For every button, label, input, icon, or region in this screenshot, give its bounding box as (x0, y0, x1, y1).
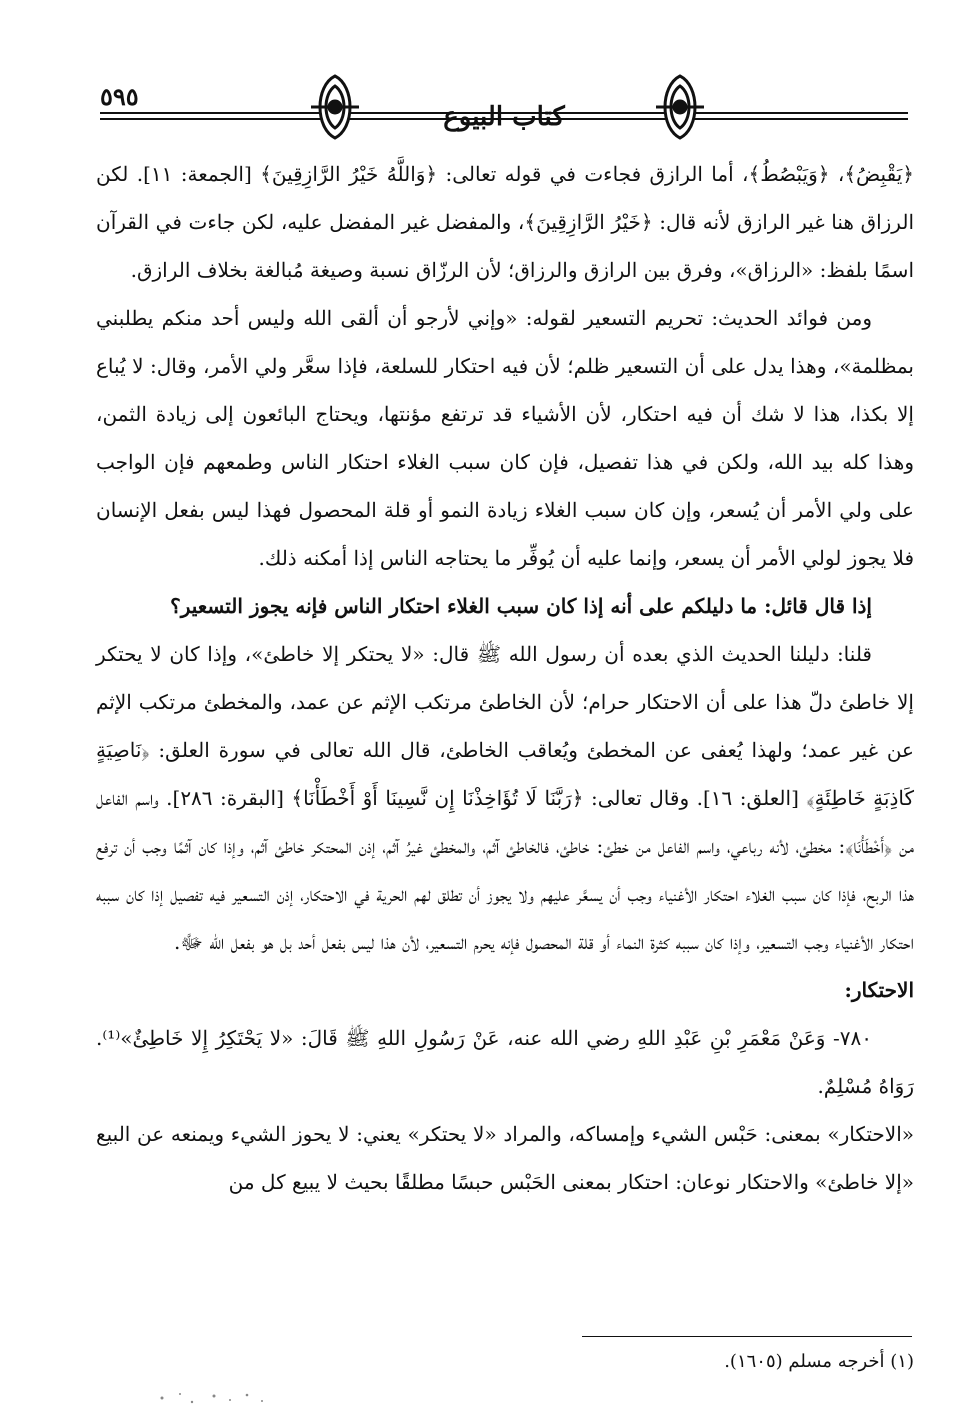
footnote: (١) أخرجه مسلم (١٦٠٥). (724, 1351, 914, 1372)
paragraph-definition: «الاحتكار» بمعنى: حَبْس الشيء وإمساكه، والمراد «لا يحتكر» يعني: لا يحوز الشيء ويمنعه عن البيع «إلا خاطئ» والاحتكار نوعان: احتكار بمعنى الحَبْس حبسًا مطلقًا بحيث لا يبيع كل من (96, 1122, 914, 1194)
footnote-divider (582, 1336, 912, 1337)
paragraph-answer: قلنا: دليلنا الحديث الذي بعده أن رسول الله ﷺ قال: «لا يحتكر إلا خاطئ»، وإذا كان لا يحتكر إلا خاطئ دلّ هذا على أن الاحتكار حرام؛ لأن الخاطئ مرتكب الإثم عن عمد، والمخطئ مرتكب الإثم عن غير عمد؛ ولهذا يُعفى عن المخطئ ويُعاقب الخاطئ، قال الله تعالى في سورة العلق: ﴿نَاصِيَةٍ كَاذِبَةٍ خَاطِئَةٍ﴾ [العلق: ١٦]. وقال تعالى: ﴿رَبَّنَا لَا تُؤَاخِذْنَا إِن نَّسِينَا أَوْ أَخْطَأْنَا﴾ [البقرة: ٢٨٦]. واسم الفاعل من ﴿أَخْطَأْنَا﴾: مخطئ، لأنه رباعي، واسم الفاعل من خطئ: خاطئ، فالخاطئ آثم، والمخطئ غيرُ آثم، إذن المحتكر خاطئ آثم، وإذا كان آثمًا وجب أن ترفع هذا الربح، فإذا كان سبب الغلاء احتكار الأغنياء وجب أن يسعَّر عليهم ولا يجوز أن تطلق لهم الحرية في الاحتكار، إذن التسعير فيه تفصيل إذا كان سببه احتكار الأغنياء وجب التسعير، وإذا كان سببه كثرة النماء أو قلة المحصول فإنه يحرم التسعير، لأن هذا ليس بفعل أحد بل هو بفعل الله ﷻ. (96, 642, 914, 954)
page-number: ٥٩٥ (100, 82, 139, 111)
paragraph-benefits: ومن فوائد الحديث: تحريم التسعير لقوله: «وإني لأرجو أن ألقى الله وليس أحد منكم يطلبني بمظلمة»، وهذا يدل على أن التسعير ظلم؛ لأن فيه احتكار للسلعة، فإذا سعَّر ولي الأمر، وقال: لا يُباع إلا بكذا، هذا لا شك أن فيه احتكار، لأن الأشياء قد ترتفع مؤنتها، ويحتاج البائعون إلى زيادة الثمن، وهذا كله بيد الله، ولكن في هذا تفصيل، فإن كان سبب الغلاء احتكار الناس وطمعهم فإن الواجب على ولي الأمر أن يُسعر، وإن كان سبب الغلاء زيادة النمو أو قلة المحصول فهذا ليس بفعل الإنسان فلا يجوز لولي الأمر أن يسعر، وإنما عليه أن يُوفِّر ما يحتاجه الناس إذا أمكنه ذلك. (96, 306, 914, 570)
scan-noise-icon (152, 1386, 272, 1410)
hadith-780: ٧٨٠- وَعَنْ مَعْمَرِ بْنِ عَبْدِ اللهِ رضي الله عنه، عَنْ رَسُولِ اللهِ ﷺ قَالَ: «لا يَحْتَكِرُ إِلا خَاطِئٌ»⁽¹⁾. رَوَاهُ مُسْلِمٌ. (96, 1026, 914, 1098)
main-text (96, 150, 914, 1206)
paragraph-question: إذا قال قائل: ما دليلكم على أنه إذا كان سبب الغلاء احتكار الناس فإنه يجوز التسعير؟ (170, 594, 872, 618)
paragraph-intro: ﴿يَقْبِضُ﴾، ﴿وَيَبْصُطُ﴾، أما الرازق فجاءت في قوله تعالى: ﴿وَاللَّهُ خَيْرُ الرَّازِقِينَ﴾ [الجمعة: ١١]. لكن الرزاق هنا غير الرازق لأنه قال: ﴿خَيْرُ الرَّازِقِينَ﴾، والمفضل غير المفضل عليه، لكن جاءت في القرآن اسمًا بلفظ: «الرزاق»، وفرق بين الرازق والرزاق؛ لأن الرزّاق نسبة وصيغة مُبالغة بخلاف الرازق. (96, 162, 914, 282)
section-heading: الاحتكار: (844, 978, 914, 1002)
chapter-title: كتاب البيوع (443, 102, 565, 132)
page-header (100, 72, 908, 148)
